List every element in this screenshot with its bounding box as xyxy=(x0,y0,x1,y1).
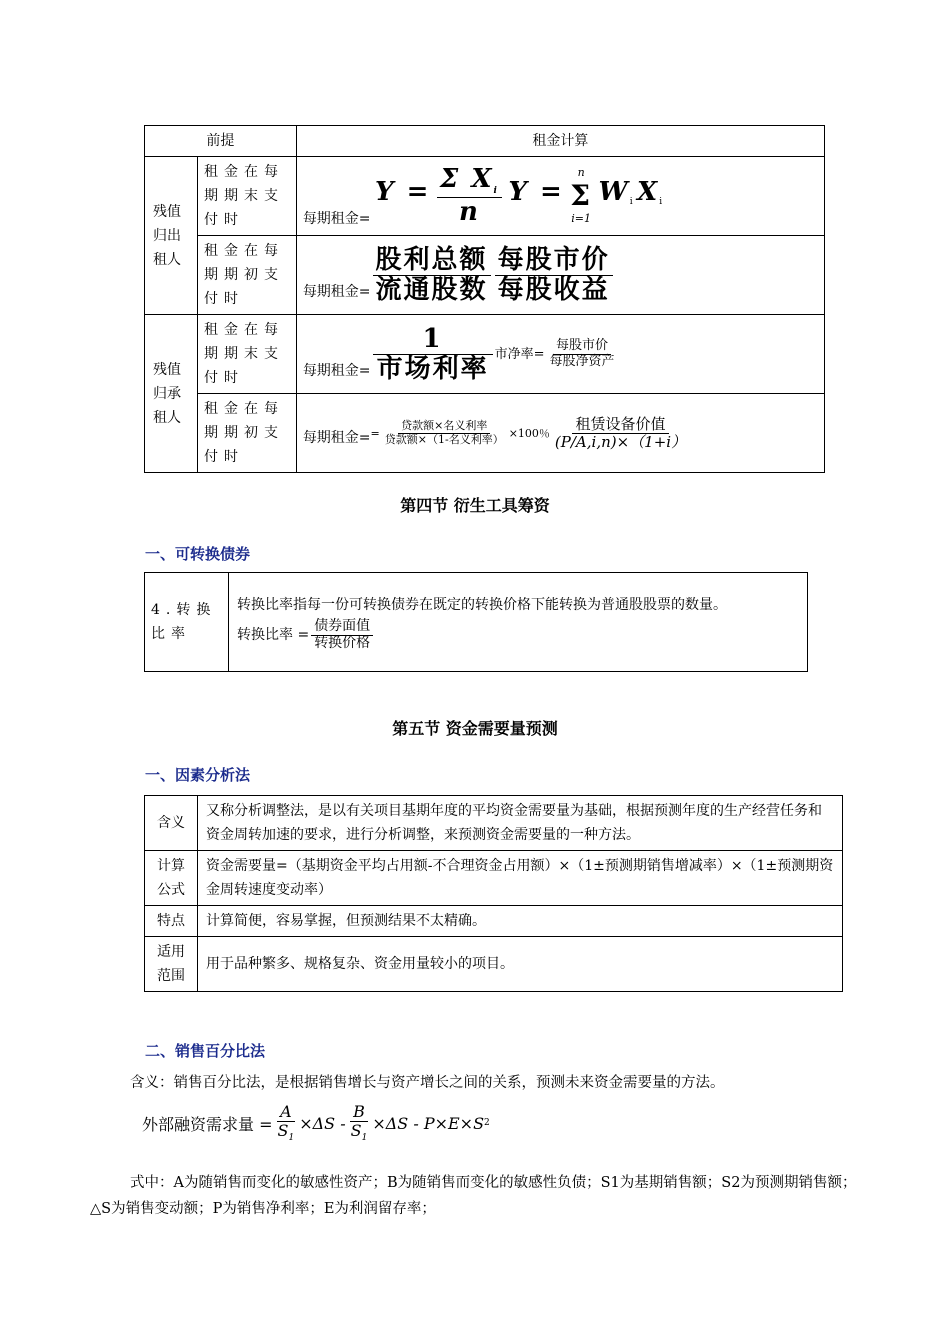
convert-text: 转换比率指每一份可转换债券在既定的转换价格下能转换为普通股股票的数量。 xyxy=(237,597,727,614)
section5-sub1: 一、因素分析法 xyxy=(145,766,251,784)
rent-table xyxy=(144,125,825,473)
table-header-row xyxy=(145,126,825,157)
condition-cell: 租金在每期期末支付时 xyxy=(197,315,296,394)
formula-x2: X xyxy=(637,177,660,207)
section4-title: 第四节 衍生工具筹资 xyxy=(400,496,550,515)
factor-text: 又称分析调整法，是以有关项目基期年度的平均资金需要量为基础，根据预测年度的生产经营任务和资金周转加速的要求，进行分析调整，来预测资金需要量的一种方法。 xyxy=(198,796,843,851)
condition-cell: 租金在每期期末支付时 xyxy=(197,157,296,236)
formula-w: W xyxy=(598,177,630,207)
condition-cell: 租金在每期期初支付时 xyxy=(197,236,296,315)
formula-cell xyxy=(296,236,824,315)
factor-label: 含义 xyxy=(145,796,198,851)
formula-cell xyxy=(296,394,824,473)
fraction-a-s1: $\frac{A}{S_1}$ xyxy=(277,1102,295,1143)
formula-mid: 市净率= xyxy=(494,347,545,362)
header-rent-calc: 租金计算 xyxy=(296,126,824,157)
formula-n: n xyxy=(458,197,480,228)
formula-prefix: 每期租金= xyxy=(302,430,371,446)
section4-sub1: 一、可转换债券 xyxy=(145,545,251,563)
fraction-b-s1: $\frac{B}{S_1}$ xyxy=(350,1102,368,1143)
sales-formula xyxy=(142,1103,490,1144)
formula-prefix: 每期租金= xyxy=(302,284,371,301)
table-row xyxy=(145,394,825,473)
formula-x-sub: i xyxy=(493,186,499,197)
table-row xyxy=(145,315,825,394)
formula-mean-fraction xyxy=(437,165,502,227)
table-row xyxy=(145,573,808,672)
formula-mult: ×100％ xyxy=(508,427,550,440)
formula-w-sub: i xyxy=(629,196,633,207)
formula-eq: = xyxy=(370,427,380,440)
convert-label: 4.转换比率 xyxy=(145,573,229,672)
table-row xyxy=(145,796,843,851)
formula-x: X xyxy=(471,164,494,195)
section5-sub2: 二、销售百分比法 xyxy=(145,1042,266,1060)
sum-symbol: Σ xyxy=(439,164,461,195)
formula-prefix: 每期租金= xyxy=(302,363,371,380)
sales-formula-prefix: 外部融资需求量 = xyxy=(142,1114,273,1134)
factor-text: 用于品种繁多、规格复杂、资金用量较小的项目。 xyxy=(198,937,843,992)
factor-table xyxy=(144,795,843,992)
table-row xyxy=(145,937,843,992)
factor-label: 适用范围 xyxy=(145,937,198,992)
times-delta-s: ×ΔS - xyxy=(299,1113,346,1133)
header-premise: 前提 xyxy=(145,126,297,157)
table-row xyxy=(145,906,843,937)
group-label: 残值归出租人 xyxy=(145,157,198,315)
condition-cell: 租金在每期期初支付时 xyxy=(197,394,296,473)
table-row xyxy=(145,851,843,906)
table-row xyxy=(145,157,825,236)
s2-sub: 2 xyxy=(484,1118,490,1129)
section5-title: 第五节 资金需要量预测 xyxy=(392,719,558,738)
factor-text: 资金需要量=（基期资金平均占用额-不合理资金占用额）×（1±预测期销售增减率）×（1±预测期资金周转速度变动率） xyxy=(198,851,843,906)
sales-note: 式中：A为随销售而变化的敏感性资产；B为随销售而变化的敏感性负债；S1为基期销售额；S2为预测期销售额；△S为销售变动额；P为销售净利率；E为利润留存率； xyxy=(90,1175,857,1217)
convert-formula-prefix: 转换比率 = xyxy=(237,627,310,643)
times-delta-s-2: ×ΔS - P×E×S xyxy=(372,1113,485,1133)
formula-prefix: 每期租金= xyxy=(302,211,371,227)
formula-x2-sub: i xyxy=(659,196,663,207)
fraction-1: $\frac{\text{贷款额×名义利率}}{\text{贷款额×（1-名义利率）}}$ xyxy=(384,419,504,446)
factor-label: 特点 xyxy=(145,906,198,937)
sales-meaning: 含义：销售百分比法，是根据销售增长与资产增长之间的关系，预测未来资金需要量的方法。 xyxy=(130,1075,725,1091)
convert-formula xyxy=(237,619,799,651)
convert-table xyxy=(144,572,808,672)
formula-y2: Y = xyxy=(508,177,564,207)
sum-limits: n Σ i=1 xyxy=(570,161,592,231)
fraction-2: $\frac{\text{每股市价}}{\text{每股收益}}$ xyxy=(495,246,613,304)
factor-label: 计算公式 xyxy=(145,851,198,906)
factor-text: 计算简便，容易掌握，但预测结果不太精确。 xyxy=(198,906,843,937)
sum-bottom: i=1 xyxy=(571,212,591,225)
fraction-2: $\frac{\text{租赁设备价值}}{(P/A,i,n)\times(1+i)}$ xyxy=(554,415,687,451)
group-label: 残值归承租人 xyxy=(145,315,198,473)
convert-fraction: $\frac{\text{债券面值}}{\text{转换价格}}$ xyxy=(311,619,373,651)
sum-top: n xyxy=(577,166,585,179)
table-row xyxy=(145,236,825,315)
fraction-1: $\frac{1}{\text{市场利率}}$ xyxy=(373,325,493,383)
formula-cell xyxy=(296,315,824,394)
fraction-1: $\frac{\text{股利总额}}{\text{流通股数}}$ xyxy=(373,246,491,304)
formula-cell xyxy=(296,157,824,236)
fraction-2: $\frac{\text{每股市价}}{\text{每股净资产}}$ xyxy=(549,338,615,369)
convert-content xyxy=(229,573,808,672)
formula-y: Y = xyxy=(375,177,431,207)
